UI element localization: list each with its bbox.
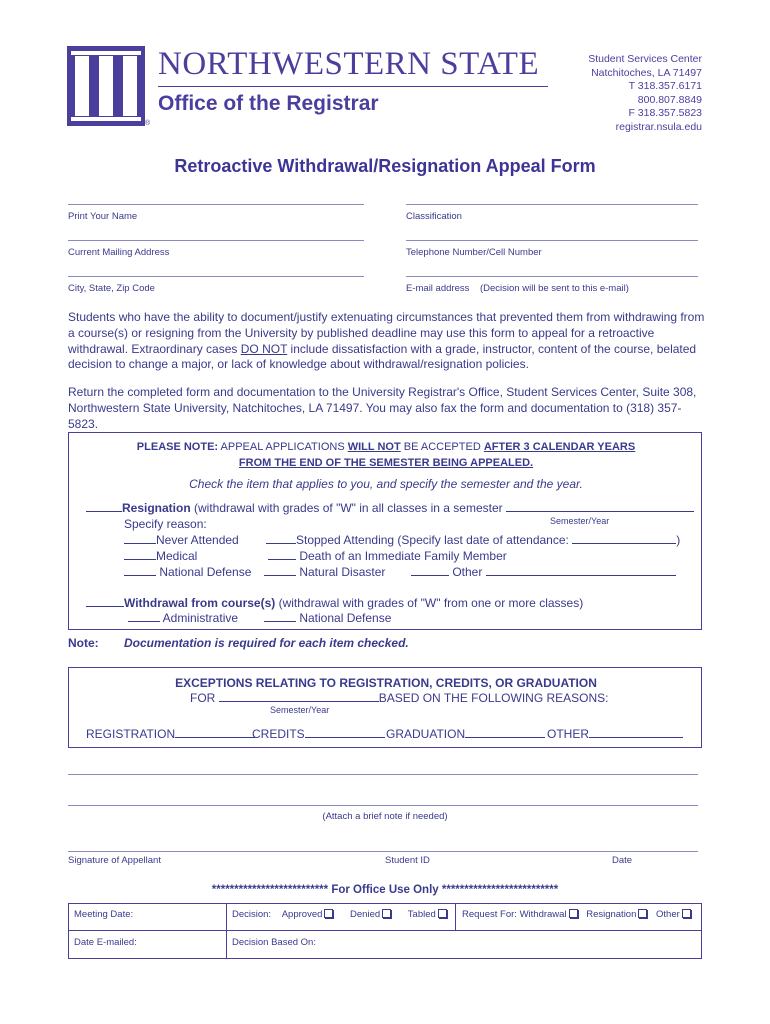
resignation-label: Resignation: [586, 909, 637, 920]
option-label: Natural Disaster: [299, 565, 386, 579]
natural-disaster-check[interactable]: [264, 565, 296, 576]
decision-row: [232, 909, 447, 920]
decision-label: Decision:: [232, 909, 272, 920]
paragraph-text: include dissatisfaction with a grade, instructor, content of the course, belated decision to change a major, or lack of knowledge about withdrawal/resignation policies.: [68, 341, 697, 372]
for-label: FOR: [190, 691, 216, 705]
other-check[interactable]: [411, 565, 449, 576]
reason-line[interactable]: [68, 774, 698, 775]
graduation-field[interactable]: [465, 727, 545, 738]
do-not-text: DO NOT: [240, 341, 288, 356]
date-emailed-label: Date E-mailed:: [74, 937, 137, 948]
reason-line[interactable]: [68, 805, 698, 806]
other-field[interactable]: [486, 565, 676, 576]
instructions-paragraph: [68, 310, 708, 373]
notice-line-2: FROM THE END OF THE SEMESTER BEING APPEALED.: [238, 457, 534, 469]
phone-field[interactable]: [406, 240, 698, 241]
contact-line: 800.807.8849: [637, 93, 702, 106]
note-label: Note:: [68, 636, 99, 650]
after-years: AFTER 3 CALENDAR YEARS: [483, 441, 636, 453]
date-label: Date: [612, 855, 633, 866]
option-label: CREDITS: [252, 727, 305, 741]
close-paren: ): [676, 533, 681, 547]
resignation-semester-field[interactable]: [506, 501, 694, 512]
note-text: Documentation is required for each item checked.: [124, 636, 409, 650]
exception-credits: [252, 727, 385, 741]
request-label: Request For:: [462, 909, 517, 920]
office-use-table: [68, 903, 702, 959]
stopped-attending-option: [266, 533, 680, 547]
paragraph-text: Students who have the ability to document/justify extenuating circumstances that prevented them from withdrawing from a course(s) or resigning from the University by published deadline may use this form to appeal for a retroactive withdrawal. Extraordinary cases: [68, 310, 705, 356]
resignation-label: Resignation: [122, 501, 191, 515]
other-option: [411, 565, 676, 579]
withdrawal-national-defense-check[interactable]: [264, 611, 296, 622]
withdrawal-national-defense-option: [264, 611, 391, 625]
contact-block: [588, 53, 702, 134]
university-logo: [67, 46, 145, 126]
never-attended-option: [124, 533, 239, 547]
other-label: Other: [656, 909, 680, 920]
withdrawal-checkbox[interactable]: [569, 909, 578, 918]
medical-option: [124, 549, 197, 563]
option-label: Death of an Immediate Family Member: [299, 549, 507, 563]
notice-instruction: Check the item that applies to you, and specify the semester and the year.: [189, 477, 583, 491]
option-label: Medical: [156, 549, 198, 563]
natural-disaster-option: [264, 565, 385, 579]
administrative-check[interactable]: [128, 611, 160, 622]
signature-label: Signature of Appellant: [68, 855, 161, 866]
will-not: WILL NOT: [347, 441, 401, 453]
resignation-row: [86, 501, 694, 515]
exception-registration: [86, 727, 255, 741]
last-date-field[interactable]: [572, 533, 676, 544]
return-paragraph: Return the completed form and documentation to the University Registrar's Office, Student Services Center, Suite 308, Northwestern State University, Natchitoches, LA 71497. You may also fax the form and documentation to (318) 357-5823.: [68, 385, 697, 431]
attach-note: (Attach a brief note if needed): [322, 811, 448, 822]
withdrawal-row: [86, 596, 583, 610]
exception-graduation: [386, 727, 545, 741]
withdrawal-check[interactable]: [86, 596, 124, 607]
name-label: Print Your Name: [68, 211, 138, 222]
table-divider: [69, 930, 701, 931]
national-defense-option: [124, 565, 251, 579]
exception-other-field[interactable]: [589, 727, 683, 738]
form-title: Retroactive Withdrawal/Resignation Appeal Form: [174, 156, 596, 176]
contact-line: T 318.357.6171: [628, 80, 702, 92]
city-label: City, State, Zip Code: [68, 283, 155, 294]
table-divider: [455, 904, 456, 930]
option-label: Administrative: [162, 611, 239, 625]
table-divider: [226, 904, 227, 958]
office-name: Office of the Registrar: [158, 92, 379, 115]
exceptions-semester-label: Semester/Year: [270, 705, 330, 715]
org-name: NORTHWESTERN STATE: [158, 46, 540, 82]
never-attended-check[interactable]: [124, 533, 156, 544]
option-label: GRADUATION: [386, 727, 466, 741]
name-field[interactable]: [68, 204, 364, 205]
option-label: National Defense: [159, 565, 252, 579]
office-use-heading: ************************** For Office Use Only **************************: [211, 884, 559, 896]
email-note: (Decision will be sent to this e-mail): [480, 283, 629, 294]
header-rule: [158, 86, 548, 87]
specify-reason: Specify reason:: [124, 517, 207, 531]
option-label: Never Attended: [156, 533, 239, 547]
withdrawal-desc: (withdrawal with grades of "W" from one or more classes): [275, 596, 584, 610]
exception-other: [547, 727, 683, 741]
phone-label: Telephone Number/Cell Number: [406, 247, 542, 258]
stopped-attending-check[interactable]: [266, 533, 296, 544]
death-check[interactable]: [268, 549, 296, 560]
registration-field[interactable]: [175, 727, 255, 738]
resignation-desc: (withdrawal with grades of "W" in all classes in a semester: [190, 501, 503, 515]
national-defense-check[interactable]: [124, 565, 156, 576]
exceptions-for-row: [190, 691, 609, 705]
decision-based-label: Decision Based On:: [232, 937, 316, 948]
tabled-label: Tabled: [407, 909, 436, 920]
medical-check[interactable]: [124, 549, 156, 560]
email-label-text: E-mail address: [406, 283, 470, 294]
withdrawal-label: Withdrawal from course(s): [124, 596, 276, 610]
contact-line[interactable]: registrar.nsula.edu: [615, 120, 702, 133]
semester-year-label: Semester/Year: [550, 516, 610, 526]
withdrawal-label: Withdrawal: [519, 909, 567, 920]
resignation-checkbox[interactable]: [638, 909, 647, 918]
administrative-option: [128, 611, 238, 625]
classification-field[interactable]: [406, 204, 698, 205]
notice-text: BE ACCEPTED: [400, 441, 484, 453]
city-field[interactable]: [68, 276, 364, 277]
contact-line: Natchitoches, LA 71497: [591, 66, 702, 79]
address-label: Current Mailing Address: [68, 247, 170, 258]
based-label: BASED ON THE FOLLOWING REASONS:: [378, 691, 609, 705]
death-option: [268, 549, 507, 563]
request-row: [462, 909, 691, 920]
contact-line: Student Services Center: [588, 53, 702, 65]
exceptions-title: EXCEPTIONS RELATING TO REGISTRATION, CREDITS, OR GRADUATION: [175, 676, 597, 690]
notice-text: APPEAL APPLICATIONS: [220, 441, 348, 453]
classification-label: Classification: [406, 211, 462, 222]
meeting-date-label: Meeting Date:: [74, 909, 134, 920]
approved-checkbox[interactable]: [324, 909, 333, 918]
contact-line: F 318.357.5823: [628, 107, 702, 119]
student-id-label: Student ID: [385, 855, 430, 866]
option-label: REGISTRATION: [86, 727, 176, 741]
notice-line-1: [68, 441, 704, 453]
denied-label: Denied: [350, 909, 381, 920]
resignation-check[interactable]: [86, 501, 122, 512]
denied-checkbox[interactable]: [382, 909, 391, 918]
credits-field[interactable]: [305, 727, 385, 738]
approved-label: Approved: [281, 909, 323, 920]
option-label: Stopped Attending (Specify last date of attendance:: [296, 533, 569, 547]
email-field[interactable]: [406, 276, 698, 277]
tabled-checkbox[interactable]: [438, 909, 447, 918]
option-label: Other: [452, 565, 483, 579]
other-checkbox[interactable]: [682, 909, 691, 918]
exceptions-semester-field[interactable]: [219, 691, 379, 702]
address-field[interactable]: [68, 240, 364, 241]
option-label: OTHER: [547, 727, 589, 741]
email-label: [406, 283, 629, 294]
please-note: PLEASE NOTE:: [136, 441, 219, 453]
option-label: National Defense: [299, 611, 392, 625]
registered-mark: ®: [145, 120, 151, 127]
signature-line[interactable]: [68, 851, 698, 852]
